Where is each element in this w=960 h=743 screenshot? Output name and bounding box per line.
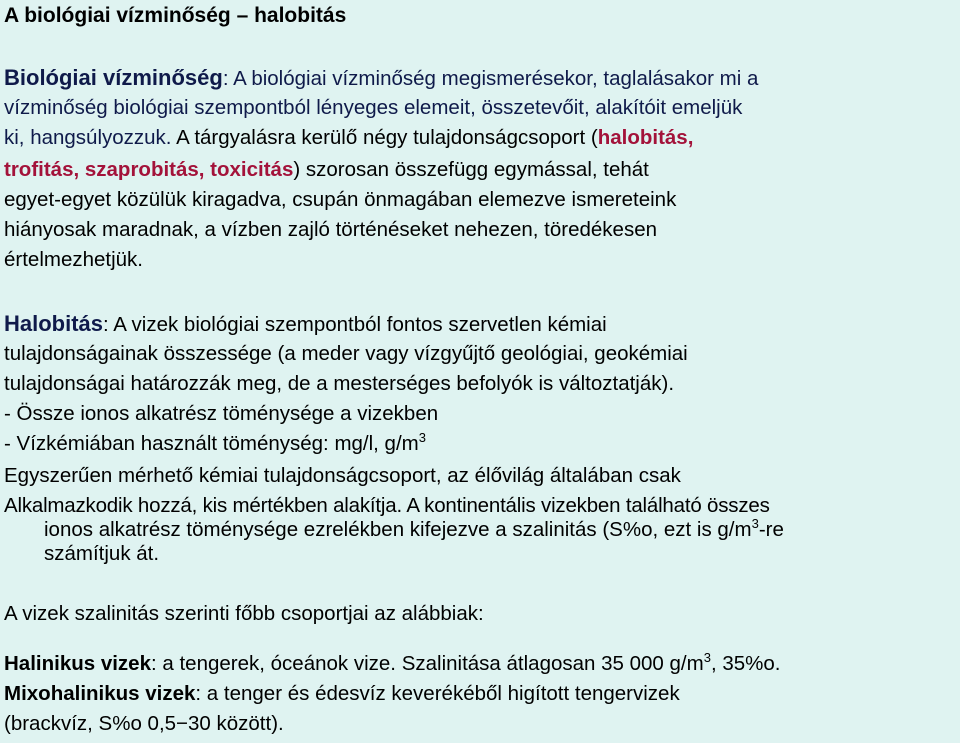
group-mixohalinikus-2: (brackvíz, S%o 0,5−30 között).: [4, 712, 284, 735]
bio-term: Biológiai vízminőség: [4, 65, 223, 90]
bio-terms-group: trofitás, szaprobitás, toxicitás: [4, 158, 294, 181]
groups-intro: A vizek szalinitás szerinti főbb csoportjai az alábbiak:: [4, 602, 484, 625]
bio-line-3: [4, 123, 693, 153]
halo-term: Halobitás: [4, 311, 104, 336]
bio-line-6: hiányosak maradnak, a vízben zajló történéseket nehezen, töredékesen: [4, 218, 657, 241]
bio-text-3a: ki, hangsúlyozzuk.: [4, 126, 172, 149]
bio-line-7: értelmezhetjük.: [4, 248, 144, 271]
halo-sup-5: 3: [418, 430, 426, 446]
halo-line-1: [4, 309, 607, 340]
halinikus-text-b: , 35%o.: [710, 652, 781, 675]
halo-line-5: [4, 429, 426, 459]
halo-text-5: - Vízkémiában használt töménység: mg/l, g/m: [4, 432, 419, 455]
bio-line-1: [4, 63, 758, 94]
halo-line-2: tulajdonságainak összessége (a meder vagy vízgyűjtő geológiai, geokémiai: [4, 342, 688, 365]
mixohalinikus-term: Mixohalinikus vizek: [4, 682, 196, 705]
bio-term-halobitas: halobitás,: [597, 126, 694, 149]
mixohalinikus-text: : a tenger és édesvíz keverékéből higított tengervizek: [195, 682, 680, 705]
bio-line-5: egyet-egyet közülük kiragadva, csupán önmagában elemezve ismereteink: [4, 188, 677, 211]
bio-text-1: A biológiai vízminőség megismerésekor, taglalásakor mi a: [228, 67, 759, 90]
group-halinikus: [4, 649, 780, 679]
bio-line-4: [4, 155, 649, 185]
halo-sup-8: 3: [751, 516, 759, 532]
halinikus-text: : a tengerek, óceánok vize. Szalinitása átlagosan 35 000 g/m: [150, 652, 704, 675]
halo-text-8a: ionos alkatrész töménysége ezrelékben kifejezve a szalinitás (S%o, ezt is g/m: [44, 518, 752, 541]
bio-text-3b: A tárgyalásra kerülő négy tulajdonságcsoport (: [171, 126, 598, 149]
halo-line-7: Alkalmazkodik hozzá, kis mértékben alakítja. A kontinentális vizekben található összes: [4, 494, 770, 517]
halo-line-4: - Össze ionos alkatrész töménysége a vizekben: [4, 402, 439, 425]
halo-text-8b: -re: [758, 518, 784, 541]
halo-line-9: számítjuk át.: [44, 542, 160, 565]
bio-colon: :: [222, 67, 229, 90]
bio-line-2: vízminőség biológiai szempontból lényeges elemeit, összetevőit, alakítóit emeljük: [4, 96, 743, 119]
halo-text-1: : A vizek biológiai szempontból fontos szervetlen kémiai: [103, 313, 607, 336]
halo-line-6: Egyszerűen mérhető kémiai tulajdonságcsoport, az élővilág általában csak: [4, 464, 681, 487]
halinikus-sup: 3: [703, 650, 711, 666]
group-mixohalinikus: [4, 679, 680, 709]
halo-line-3: tulajdonságai határozzák meg, de a mesterséges befolyók is változtatják).: [4, 372, 675, 395]
page-title: A biológiai vízminőség – halobitás: [4, 4, 347, 27]
halinikus-term: Halinikus vizek: [4, 652, 151, 675]
bio-text-4b: ) szorosan összefügg egymással, tehát: [293, 158, 649, 181]
